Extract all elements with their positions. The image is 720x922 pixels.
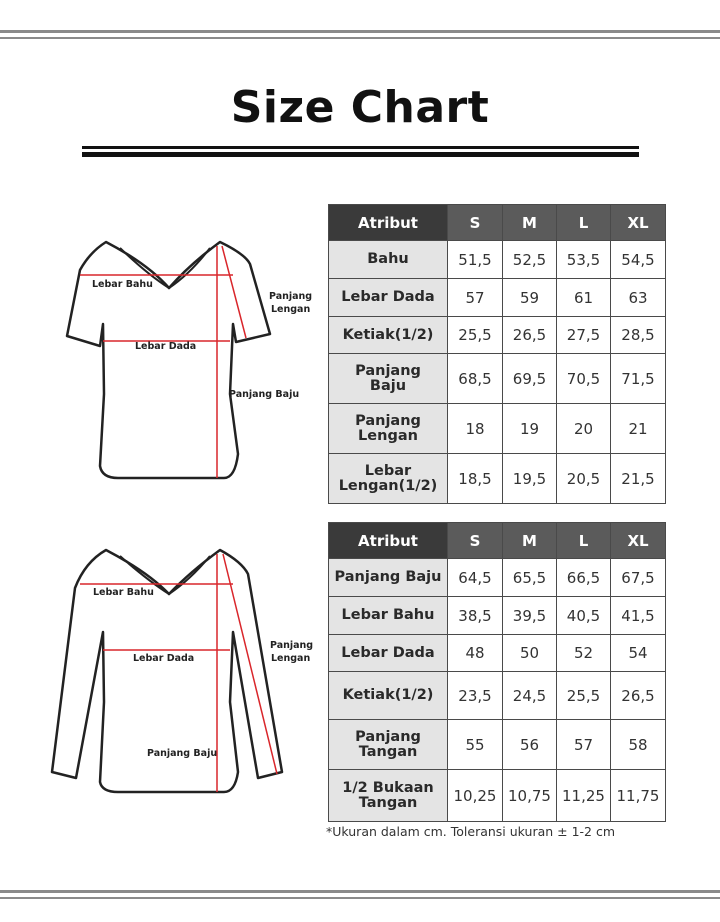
cell-m: 10,75 xyxy=(503,770,557,822)
cell-xl: 63 xyxy=(611,279,666,317)
label-panjang-lengan-1: Panjang xyxy=(270,640,314,651)
bottom-border xyxy=(0,890,720,899)
table-row xyxy=(329,317,666,354)
label-panjang-lengan-2: Lengan xyxy=(271,653,311,664)
cell-xl: 26,5 xyxy=(611,672,666,720)
row-attribute: Ketiak(1/2) xyxy=(329,672,448,720)
title-underline-thick xyxy=(82,152,639,157)
cell-xl: 54,5 xyxy=(611,241,666,279)
cell-m: 19 xyxy=(503,404,557,454)
short-sleeve-shirt-outline xyxy=(67,242,270,478)
row-attribute: Lebar Dada xyxy=(329,635,448,672)
header-size-l: L xyxy=(557,523,611,559)
cell-xl: 28,5 xyxy=(611,317,666,354)
table-row xyxy=(329,241,666,279)
page-title: Size Chart xyxy=(230,82,490,133)
row-attribute: Panjang Baju xyxy=(329,559,448,597)
cell-xl: 11,75 xyxy=(611,770,666,822)
row-attribute: Lebar Bahu xyxy=(329,597,448,635)
label-panjang-baju: Panjang Baju xyxy=(147,748,218,759)
table-row xyxy=(329,279,666,317)
cell-s: 18,5 xyxy=(448,454,503,504)
cell-m: 59 xyxy=(503,279,557,317)
label-lebar-bahu: Lebar Bahu xyxy=(93,587,154,598)
cell-l: 53,5 xyxy=(557,241,611,279)
label-lebar-dada: Lebar Dada xyxy=(135,341,197,352)
top-border xyxy=(0,30,720,39)
cell-m: 50 xyxy=(503,635,557,672)
measurement-note: *Ukuran dalam cm. Toleransi ukuran ± 1-2 cm xyxy=(326,824,616,839)
cell-s: 57 xyxy=(448,279,503,317)
row-attribute: 1/2 Bukaan Tangan xyxy=(329,770,448,822)
cell-m: 19,5 xyxy=(503,454,557,504)
header-size-m: M xyxy=(503,523,557,559)
cell-s: 10,25 xyxy=(448,770,503,822)
cell-m: 24,5 xyxy=(503,672,557,720)
table-row xyxy=(329,720,666,770)
row-attribute: Panjang Tangan xyxy=(329,720,448,770)
table-header-row xyxy=(329,205,666,241)
cell-xl: 58 xyxy=(611,720,666,770)
short-sleeve-diagram xyxy=(30,234,320,489)
row-attribute: Panjang Lengan xyxy=(329,404,448,454)
table-row xyxy=(329,354,666,404)
cell-s: 48 xyxy=(448,635,503,672)
cell-m: 26,5 xyxy=(503,317,557,354)
cell-s: 25,5 xyxy=(448,317,503,354)
table-row xyxy=(329,770,666,822)
cell-l: 52 xyxy=(557,635,611,672)
cell-s: 51,5 xyxy=(448,241,503,279)
table-row xyxy=(329,404,666,454)
label-panjang-baju: Panjang Baju xyxy=(229,389,300,400)
cell-l: 57 xyxy=(557,720,611,770)
table-row xyxy=(329,635,666,672)
cell-s: 18 xyxy=(448,404,503,454)
row-attribute: Lebar Lengan(1/2) xyxy=(329,454,448,504)
label-panjang-lengan-1: Panjang xyxy=(269,291,313,302)
cell-l: 40,5 xyxy=(557,597,611,635)
row-attribute: Bahu xyxy=(329,241,448,279)
row-attribute: Ketiak(1/2) xyxy=(329,317,448,354)
header-size-xl: XL xyxy=(611,205,666,241)
header-atribut: Atribut xyxy=(329,205,448,241)
label-panjang-lengan-2: Lengan xyxy=(271,304,311,315)
cell-l: 61 xyxy=(557,279,611,317)
label-lebar-bahu: Lebar Bahu xyxy=(92,279,153,290)
cell-s: 38,5 xyxy=(448,597,503,635)
cell-s: 55 xyxy=(448,720,503,770)
cell-l: 70,5 xyxy=(557,354,611,404)
cell-m: 39,5 xyxy=(503,597,557,635)
table-header-row xyxy=(329,523,666,559)
cell-m: 52,5 xyxy=(503,241,557,279)
cell-l: 66,5 xyxy=(557,559,611,597)
cell-xl: 67,5 xyxy=(611,559,666,597)
header-atribut: Atribut xyxy=(329,523,448,559)
size-table-short-sleeve xyxy=(328,204,666,504)
cell-m: 56 xyxy=(503,720,557,770)
cell-s: 23,5 xyxy=(448,672,503,720)
cell-s: 68,5 xyxy=(448,354,503,404)
header-size-s: S xyxy=(448,205,503,241)
size-table-long-sleeve xyxy=(328,522,666,822)
cell-xl: 21,5 xyxy=(611,454,666,504)
cell-l: 20,5 xyxy=(557,454,611,504)
header-size-l: L xyxy=(557,205,611,241)
cell-xl: 21 xyxy=(611,404,666,454)
cell-m: 65,5 xyxy=(503,559,557,597)
row-attribute: Lebar Dada xyxy=(329,279,448,317)
table-row xyxy=(329,597,666,635)
cell-xl: 71,5 xyxy=(611,354,666,404)
long-sleeve-diagram xyxy=(30,542,320,807)
title-underline xyxy=(82,146,639,149)
cell-s: 64,5 xyxy=(448,559,503,597)
label-lebar-dada: Lebar Dada xyxy=(133,653,195,664)
header-size-m: M xyxy=(503,205,557,241)
row-attribute: Panjang Baju xyxy=(329,354,448,404)
table-row xyxy=(329,454,666,504)
cell-l: 25,5 xyxy=(557,672,611,720)
header-size-xl: XL xyxy=(611,523,666,559)
cell-m: 69,5 xyxy=(503,354,557,404)
cell-l: 20 xyxy=(557,404,611,454)
table-row xyxy=(329,559,666,597)
table-row xyxy=(329,672,666,720)
cell-l: 11,25 xyxy=(557,770,611,822)
cell-xl: 54 xyxy=(611,635,666,672)
cell-l: 27,5 xyxy=(557,317,611,354)
header-size-s: S xyxy=(448,523,503,559)
cell-xl: 41,5 xyxy=(611,597,666,635)
